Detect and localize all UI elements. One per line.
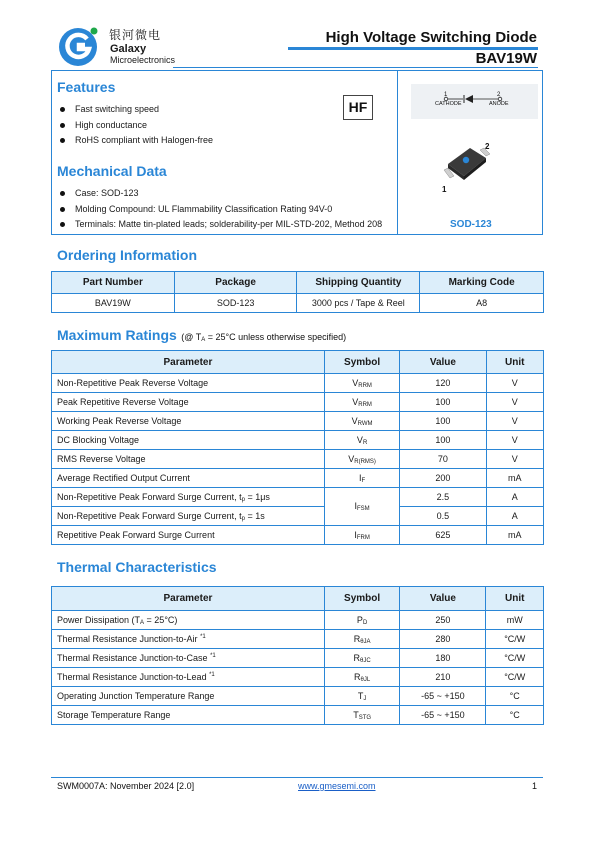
- symbol-cell: [324, 469, 399, 488]
- table-row: [52, 374, 544, 393]
- halogen-free-badge: HF: [343, 95, 373, 120]
- ordering-heading: Ordering Information: [57, 247, 197, 263]
- package-cell: SOD-123: [174, 294, 297, 313]
- mechanical-data-list: [57, 186, 382, 233]
- symbol-cell: [324, 393, 399, 412]
- symbol-cell: [324, 488, 399, 526]
- symbol-cell: [324, 706, 399, 725]
- features-list: [57, 102, 213, 149]
- column-header: Symbol: [324, 587, 399, 611]
- footer-divider: [51, 777, 543, 778]
- feature-item: RoHS compliant with Halogen-free: [57, 133, 213, 149]
- parameter-cell: [52, 488, 325, 507]
- symbol-sub: D: [362, 619, 368, 626]
- unit-cell: °C: [486, 687, 544, 706]
- value-cell: -65 ~ +150: [400, 687, 486, 706]
- max-ratings-heading: Maximum Ratings: [57, 327, 177, 343]
- table-row: [52, 450, 544, 469]
- parameter-cell: Peak Repetitive Reverse Voltage: [52, 393, 325, 412]
- parameter-text: Thermal Resistance Junction-to-Lead: [57, 672, 207, 682]
- table-row: [52, 507, 544, 526]
- table-row: [52, 469, 544, 488]
- thermal-table: [51, 586, 544, 725]
- symbol-base: P: [356, 614, 363, 625]
- symbol-base: V: [351, 415, 358, 426]
- pin2-label: 2: [497, 92, 501, 98]
- column-header: Shipping Quantity: [297, 272, 420, 294]
- parameter-sub: p: [241, 515, 245, 522]
- column-header: Marking Code: [420, 272, 544, 294]
- document-reference: SWM0007A: November 2024 [2.0]: [57, 781, 195, 791]
- symbol-sub: R: [362, 439, 368, 446]
- condition-suffix: = 25°C unless otherwise specified): [205, 332, 347, 342]
- unit-cell: V: [486, 412, 544, 431]
- parameter-cell: RMS Reverse Voltage: [52, 450, 325, 469]
- unit-cell: A: [486, 488, 544, 507]
- parameter-text: Thermal Resistance Junction-to-Case: [57, 653, 208, 663]
- part-number-title: BAV19W: [475, 50, 537, 67]
- max-ratings-condition: [181, 332, 346, 342]
- parameter-cell: [52, 668, 325, 687]
- unit-cell: °C: [486, 706, 544, 725]
- value-cell: 100: [400, 431, 486, 450]
- value-cell: 70: [400, 450, 486, 469]
- parameter-cell: Average Rectified Output Current: [52, 469, 325, 488]
- parameter-text: Non-Repetitive Peak Forward Surge Current, t: [57, 491, 242, 502]
- company-subtitle: Microelectronics: [110, 55, 176, 65]
- cathode-label: CATHODE: [435, 101, 462, 107]
- symbol-cell: [324, 649, 399, 668]
- mechanical-item: Terminals: Matte tin-plated leads; solderability-per MIL-STD-202, Method 208: [57, 217, 382, 233]
- table-row: [52, 706, 544, 725]
- column-header: Unit: [486, 587, 544, 611]
- mechanical-data-heading: Mechanical Data: [57, 163, 167, 179]
- ordering-table: [51, 271, 544, 313]
- table-row: [52, 687, 544, 706]
- column-header: Parameter: [52, 587, 325, 611]
- value-cell: 2.5: [400, 488, 486, 507]
- parameter-text: Non-Repetitive Peak Forward Surge Current, t: [57, 510, 242, 521]
- symbol-base: T: [353, 709, 359, 720]
- parameter-cell: Storage Temperature Range: [52, 706, 325, 725]
- table-header-row: [52, 351, 544, 374]
- galaxy-logo-icon: [56, 25, 100, 69]
- value-cell: 120: [400, 374, 486, 393]
- symbol-base: V: [348, 453, 355, 464]
- symbol-sub: F: [361, 477, 366, 484]
- symbol-cell: [324, 611, 399, 630]
- parameter-suffix: = 1μs: [244, 491, 270, 502]
- unit-cell: mW: [486, 611, 544, 630]
- value-cell: 100: [400, 412, 486, 431]
- parameter-suffix: = 25°C): [144, 614, 178, 625]
- symbol-base: V: [352, 396, 359, 407]
- parameter-cell: Working Peak Reverse Voltage: [52, 412, 325, 431]
- column-header: Symbol: [324, 351, 399, 374]
- footnote-marker: *1: [209, 672, 215, 678]
- features-panel-divider: [397, 70, 398, 235]
- footnote-marker: *1: [200, 634, 206, 640]
- package-pin1-label: 1: [442, 185, 447, 194]
- column-header: Value: [400, 351, 486, 374]
- value-cell: 625: [400, 526, 486, 545]
- parameter-cell: Repetitive Peak Forward Surge Current: [52, 526, 325, 545]
- anode-label: ANODE: [489, 101, 509, 107]
- column-header: Part Number: [52, 272, 175, 294]
- symbol-cell: [324, 374, 399, 393]
- company-name-en: Galaxy: [110, 43, 147, 55]
- unit-cell: V: [486, 450, 544, 469]
- pin1-label: 1: [444, 92, 448, 98]
- column-header: Parameter: [52, 351, 325, 374]
- unit-cell: mA: [486, 469, 544, 488]
- symbol-cell: [324, 450, 399, 469]
- mechanical-item: Molding Compound: UL Flammability Classification Rating 94V-0: [57, 202, 382, 218]
- max-ratings-heading-group: [57, 327, 346, 345]
- value-cell: 180: [400, 649, 486, 668]
- symbol-base: R: [353, 652, 361, 663]
- company-name-cn: 银河微电: [109, 28, 162, 42]
- symbol-base: R: [353, 633, 361, 644]
- table-row: [52, 488, 544, 507]
- parameter-cell: DC Blocking Voltage: [52, 431, 325, 450]
- mechanical-item: Case: SOD-123: [57, 186, 382, 202]
- symbol-sub: FSM: [357, 506, 370, 512]
- unit-cell: °C/W: [486, 668, 544, 687]
- parameter-cell: [52, 507, 325, 526]
- symbol-sub: R(RMS): [354, 458, 376, 465]
- unit-cell: V: [486, 393, 544, 412]
- symbol-cell: [324, 431, 399, 450]
- unit-cell: V: [486, 431, 544, 450]
- feature-item: High conductance: [57, 118, 213, 134]
- symbol-base: I: [359, 472, 362, 483]
- thermal-heading: Thermal Characteristics: [57, 559, 217, 575]
- value-cell: 210: [400, 668, 486, 687]
- symbol-sub: θJC: [360, 657, 371, 664]
- table-row: [52, 412, 544, 431]
- symbol-cell: [324, 412, 399, 431]
- symbol-base: T: [357, 690, 364, 701]
- table-row: [52, 649, 544, 668]
- feature-item: Fast switching speed: [57, 102, 213, 118]
- page-number: 1: [532, 781, 538, 791]
- symbol-sub: STG: [358, 714, 372, 721]
- symbol-sub: RRM: [358, 382, 372, 389]
- symbol-base: V: [352, 377, 359, 388]
- column-header: Package: [174, 272, 297, 294]
- value-cell: 280: [400, 630, 486, 649]
- unit-cell: mA: [486, 526, 544, 545]
- value-cell: 100: [400, 393, 486, 412]
- parameter-cell: Operating Junction Temperature Range: [52, 687, 325, 706]
- value-cell: 0.5: [400, 507, 486, 526]
- symbol-base: R: [354, 671, 361, 682]
- marking-code-cell: A8: [420, 294, 544, 313]
- symbol-sub: J: [363, 695, 367, 702]
- symbol-sub: RRM: [358, 401, 372, 408]
- shipping-quantity-cell: 3000 pcs / Tape & Reel: [297, 294, 420, 313]
- parameter-sub: p: [241, 496, 245, 503]
- table-row: [52, 294, 544, 313]
- column-header: Value: [400, 587, 486, 611]
- condition-sub: A: [201, 337, 206, 343]
- symbol-sub: θJA: [360, 638, 371, 645]
- table-row: [52, 668, 544, 687]
- symbol-cell: [324, 668, 399, 687]
- table-row: [52, 431, 544, 450]
- value-cell: 200: [400, 469, 486, 488]
- package-pin2-label: 2: [485, 142, 490, 151]
- table-row: [52, 611, 544, 630]
- part-number-cell: BAV19W: [52, 294, 175, 313]
- table-row: [52, 630, 544, 649]
- header-divider: [173, 67, 538, 68]
- symbol-base: I: [354, 501, 358, 511]
- table-header-row: [52, 587, 544, 611]
- parameter-text: Thermal Resistance Junction-to-Air: [57, 634, 198, 644]
- symbol-cell: [324, 526, 399, 545]
- symbol-base: I: [354, 529, 357, 540]
- document-title: High Voltage Switching Diode: [325, 29, 537, 46]
- column-header: Unit: [486, 351, 544, 374]
- parameter-cell: [52, 630, 325, 649]
- condition-prefix: (@ T: [181, 332, 202, 342]
- table-row: [52, 393, 544, 412]
- table-row: [52, 526, 544, 545]
- features-heading: Features: [57, 79, 116, 95]
- website-link[interactable]: www.gmesemi.com: [298, 781, 376, 791]
- symbol-base: V: [356, 434, 363, 445]
- parameter-sub: A: [140, 619, 145, 626]
- symbol-sub: FRM: [356, 534, 370, 541]
- unit-cell: °C/W: [486, 630, 544, 649]
- table-header-row: [52, 272, 544, 294]
- symbol-sub: RWM: [357, 420, 373, 427]
- symbol-cell: [324, 630, 399, 649]
- max-ratings-table: [51, 350, 544, 545]
- value-cell: -65 ~ +150: [400, 706, 486, 725]
- parameter-cell: Non-Repetitive Peak Reverse Voltage: [52, 374, 325, 393]
- unit-cell: °C/W: [486, 649, 544, 668]
- parameter-suffix: = 1s: [244, 510, 265, 521]
- symbol-sub: θJL: [360, 676, 371, 683]
- parameter-cell: [52, 649, 325, 668]
- symbol-cell: [324, 687, 399, 706]
- unit-cell: A: [486, 507, 544, 526]
- parameter-text: Power Dissipation (T: [57, 614, 141, 625]
- parameter-cell: [52, 611, 325, 630]
- footnote-marker: *1: [210, 653, 216, 659]
- unit-cell: V: [486, 374, 544, 393]
- package-label: SOD-123: [450, 219, 492, 230]
- value-cell: 250: [400, 611, 486, 630]
